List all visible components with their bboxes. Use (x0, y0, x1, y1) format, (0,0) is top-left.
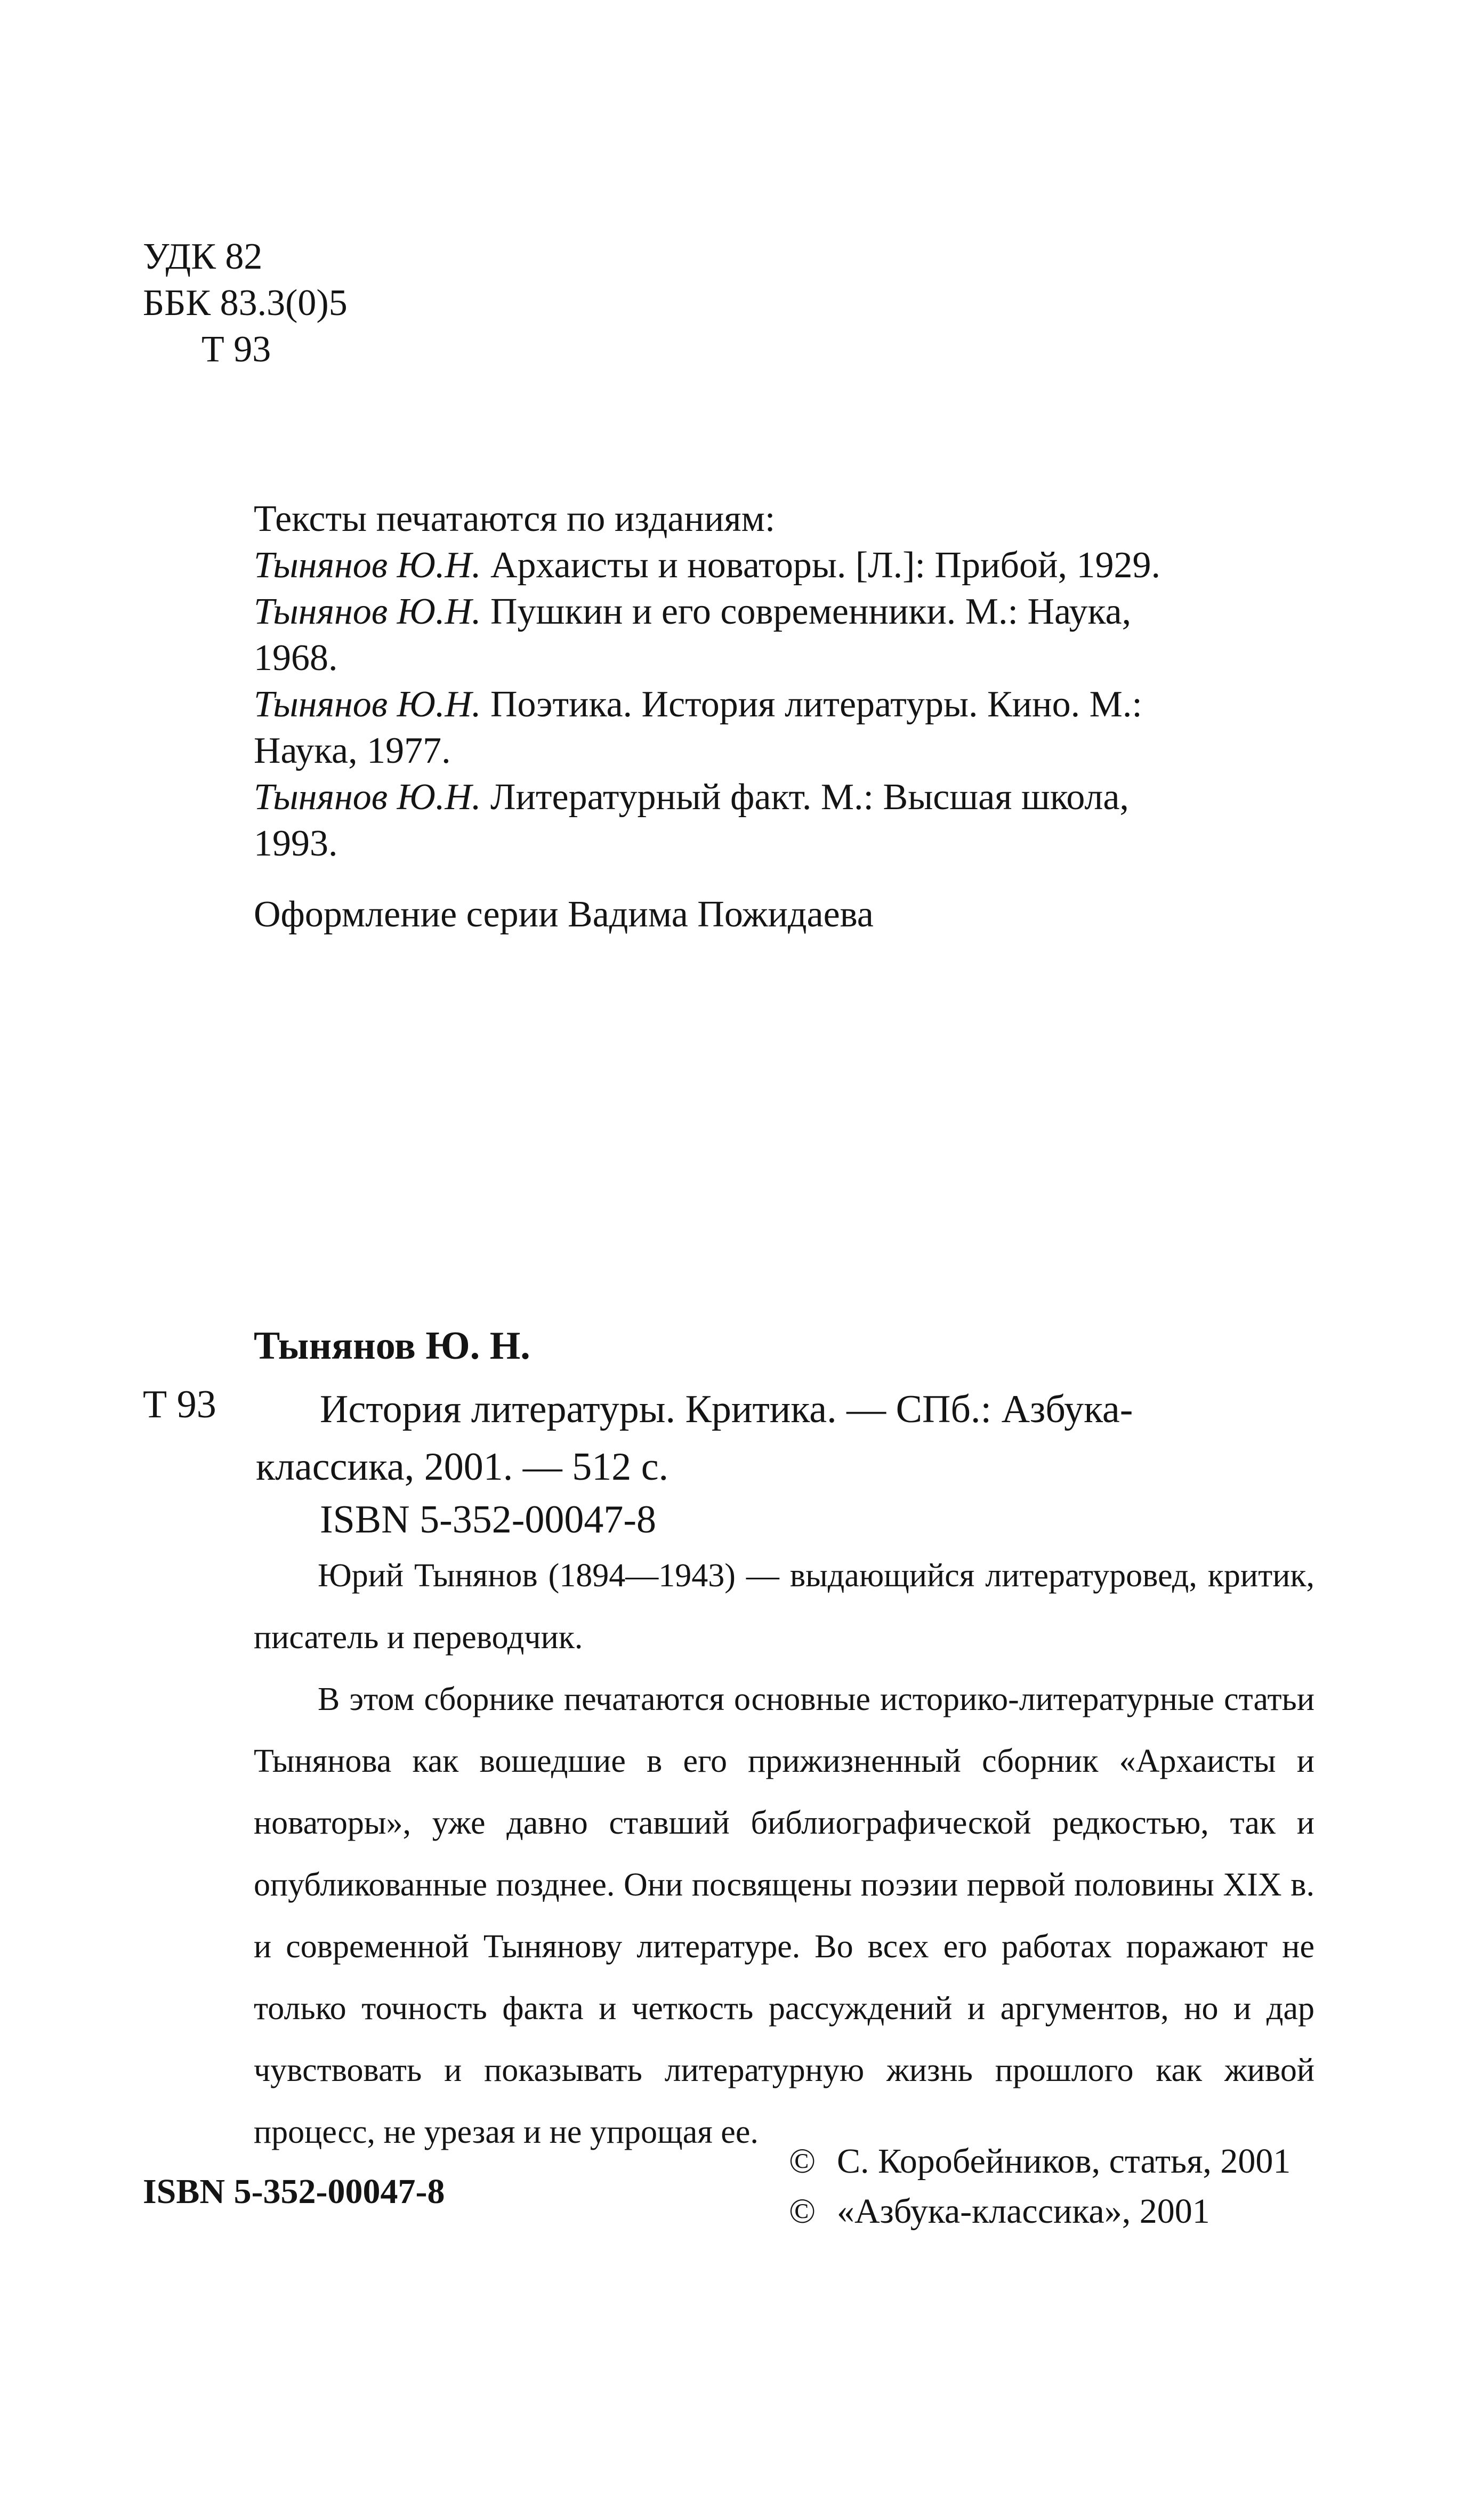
copyright-block (789, 2136, 1291, 2237)
catalog-isbn: ISBN 5-352-00047-8 (320, 1498, 657, 1542)
design-credit: Оформление серии Вадима Пожидаева (254, 894, 874, 935)
annotation (254, 1545, 1314, 2163)
sources-intro: Тексты печатаются по изданиям: (254, 498, 776, 539)
author-mark: Т 93 (201, 329, 271, 370)
source-text-continuation: Наука, 1977. (254, 730, 451, 771)
footer-isbn: ISBN 5-352-00047-8 (143, 2172, 445, 2211)
copyright-symbol: © (789, 2192, 816, 2231)
source-text: Литературный факт. М.: Высшая школа, (490, 777, 1129, 818)
source-item (254, 542, 1362, 588)
source-text-continuation: 1993. (254, 823, 338, 864)
source-item (254, 681, 1362, 728)
catalog-code: Т 93 (143, 1383, 216, 1426)
copyright-text: «Азбука-классика», 2001 (837, 2192, 1210, 2231)
udk-code: УДК 82 (143, 236, 263, 277)
catalog-author: Тынянов Ю. Н. (254, 1324, 530, 1368)
source-item (254, 774, 1362, 820)
copyright-line (789, 2187, 1291, 2237)
copyright-line (789, 2136, 1291, 2187)
source-text: Архаисты и новаторы. [Л.]: Прибой, 1929. (490, 545, 1160, 586)
annotation-paragraph: В этом сборнике печатаются основные историко-литературные статьи Тынянова как вошедшие в его прижизненный сборник «Архаисты и новаторы», уже давно ставший библиографической редкостью, так и опубликованные позднее. Они посвящены поэзии первой половины XIX в. и современной Тынянову литературе. Во всех его работах поражают не только точность факта и четкость рассуждений и аргументов, но и дар чувствовать и показывать литературную жизнь прошлого как живой процесс, не урезая и не упрощая ее. (254, 1681, 1314, 2150)
source-text: Поэтика. История литературы. Кино. М.: (490, 684, 1142, 725)
source-author: Тынянов Ю.Н. (254, 684, 481, 725)
source-author: Тынянов Ю.Н. (254, 545, 481, 586)
classification-block (143, 233, 348, 373)
copyright-text: С. Коробейников, статья, 2001 (837, 2142, 1291, 2181)
source-author: Тынянов Ю.Н. (254, 591, 481, 632)
catalog-title-line: История литературы. Критика. — СПб.: Азбука- (320, 1387, 1133, 1431)
source-item (254, 588, 1362, 635)
annotation-paragraph: Юрий Тынянов (1894—1943) — выдающийся литературовед, критик, писатель и переводчик. (254, 1558, 1314, 1656)
bbk-code: ББК 83.3(0)5 (143, 283, 348, 324)
catalog-title (256, 1381, 1322, 1496)
copyright-symbol: © (789, 2142, 816, 2181)
sources-block (254, 496, 1362, 867)
source-text-continuation: 1968. (254, 638, 338, 679)
source-author: Тынянов Ю.Н. (254, 777, 481, 818)
source-text: Пушкин и его современники. М.: Наука, (490, 591, 1132, 632)
catalog-title-line: классика, 2001. — 512 с. (256, 1445, 669, 1489)
